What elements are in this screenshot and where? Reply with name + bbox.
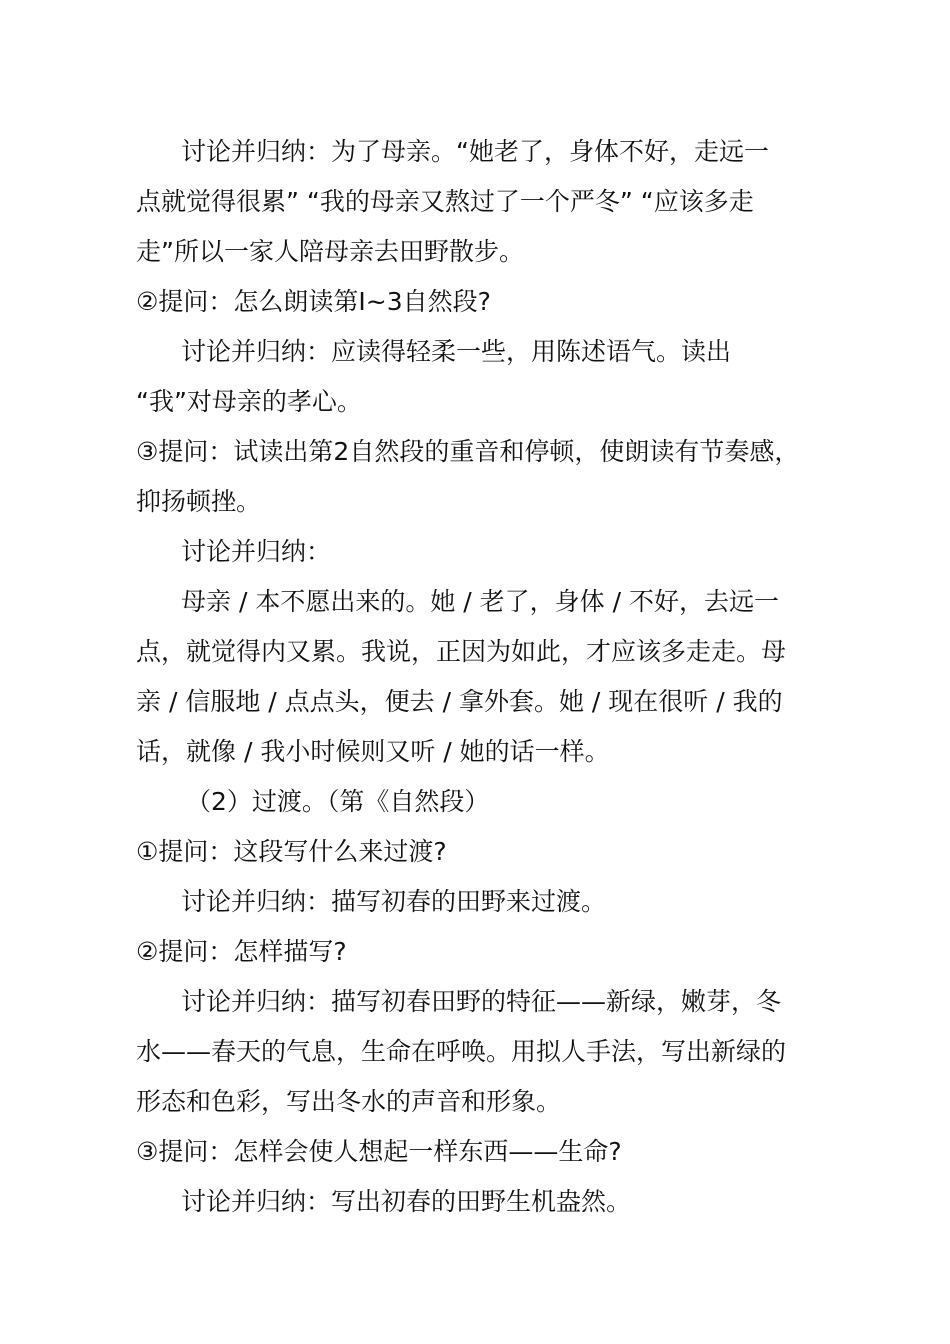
text-line: 点就觉得很累” “我的母亲又熬过了一个严冬” “应该多走 (136, 187, 754, 216)
text-line: 抑扬顿挫。 (136, 487, 262, 516)
text-line: 讨论并归纳：为了母亲。“她老了，身体不好，走远一 (181, 137, 769, 166)
question-line: ②提问：怎么朗读第Ⅰ~3自然段? (136, 287, 491, 316)
text-line: 走”所以一家人陪母亲去田野散步。 (136, 237, 524, 266)
text-line: 讨论并归纳：描写初春的田野来过渡。 (181, 887, 607, 916)
text-line: 讨论并归纳：写出初春的田野生机盎然。 (181, 1187, 632, 1216)
text-line: 讨论并归纳：描写初春田野的特征——新绿，嫩芽，冬 (181, 987, 782, 1016)
question-line: ②提问：怎样描写? (136, 937, 347, 966)
text-line: 讨论并归纳：应读得轻柔一些，用陈述语气。读出 (181, 337, 732, 366)
text-line: 话，就像 / 我小时候则又听 / 她的话一样。 (136, 737, 610, 766)
question-line: ③提问：试读出第2自然段的重音和停顿，使朗读有节奏感， (136, 437, 800, 466)
text-line: “我”对母亲的孝心。 (136, 387, 362, 416)
text-line: 水——春天的气息，生命在呼唤。用拟人手法，写出新绿的 (136, 1037, 787, 1066)
section-heading: （2）过渡。（第《自然段） (186, 787, 490, 816)
document-body (136, 127, 826, 1227)
question-line: ①提问：这段写什么来过渡? (136, 837, 447, 866)
text-line: 形态和色彩，写出冬水的声音和形象。 (136, 1087, 562, 1116)
text-line: 讨论并归纳： (181, 537, 332, 566)
text-line: 点，就觉得内又累。我说，正因为如此，才应该多走走。母 (136, 637, 787, 666)
question-line: ③提问：怎样会使人想起一样东西——生命? (136, 1137, 622, 1166)
text-line: 母亲 / 本不愿出来的。她 / 老了，身体 / 不好，去远一 (181, 587, 779, 616)
text-line: 亲 / 信服地 / 点点头，便去 / 拿外套。她 / 现在很听 / 我的 (136, 687, 783, 716)
